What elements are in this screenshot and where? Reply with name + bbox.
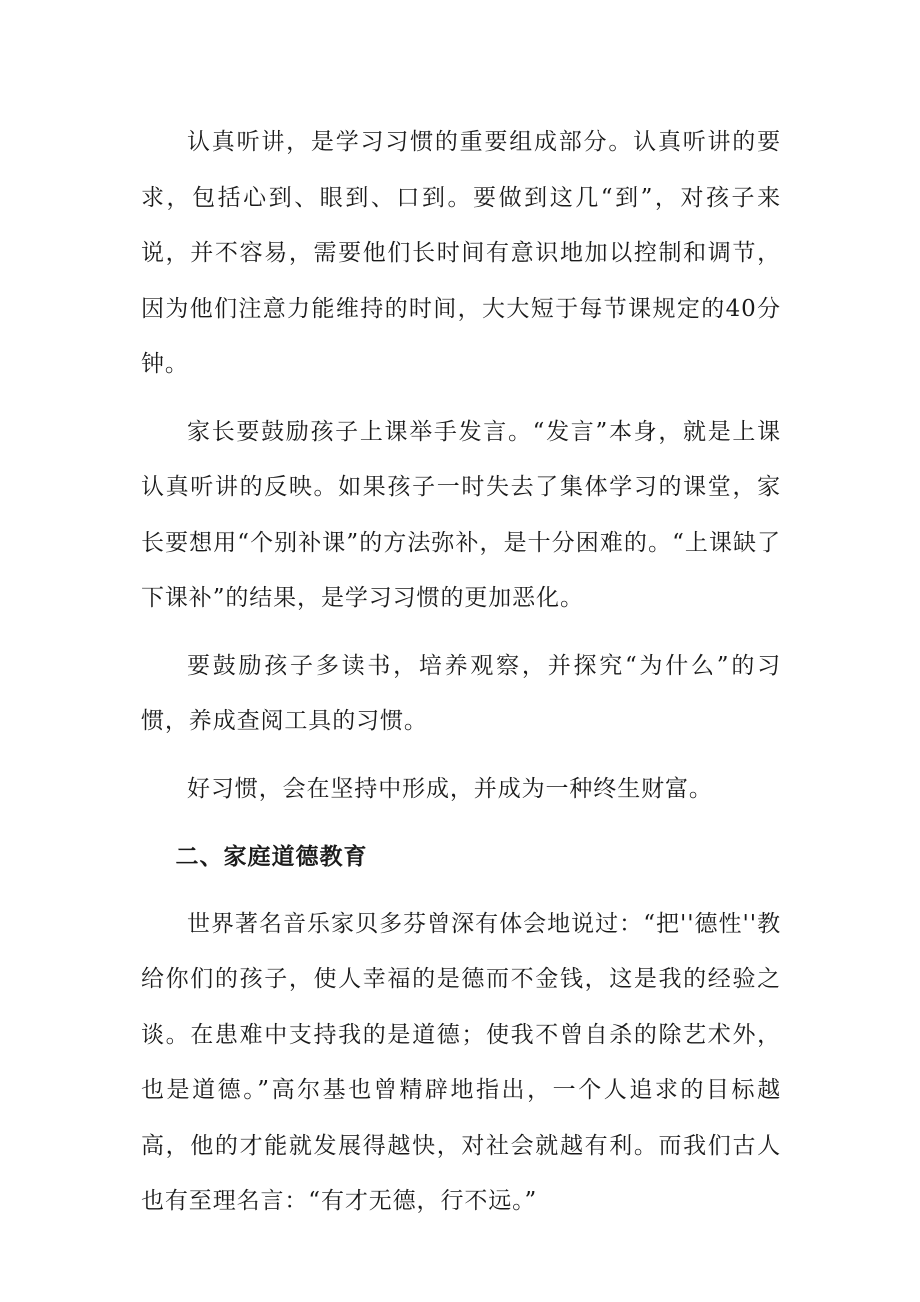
section-heading: 二、家庭道德教育 — [175, 843, 368, 870]
paragraph-reading: 要鼓励孩子多读书，培养观察，并探究“为什么”的习惯，养成查阅工具的习惯。 — [141, 652, 781, 734]
paragraph-listening: 认真听讲，是学习习惯的重要组成部分。认真听讲的要求，包括心到、眼到、口到。要做到这几“到”，对孩子来说，并不容易，需要他们长时间有意识地加以控制和调节，因为他们注意力能维持的时间，大大短于每节课规定的40分钟。 — [141, 129, 781, 377]
paragraph-speaking: 家长要鼓励孩子上课举手发言。“发言”本身，就是上课认真听讲的反映。如果孩子一时失去了集体学习的课堂，家长要想用“个别补课”的方法弥补，是十分困难的。“上课缺了下课补”的结果，是学习习惯的更加恶化。 — [141, 418, 781, 611]
paragraph-beethoven: 世界著名音乐家贝多芬曾深有体会地说过：“把''德性''教给你们的孩子，使人幸福的是德而不金钱，这是我的经验之谈。在患难中支持我的是道德；使我不曾自杀的除艺术外，也是道德。”高尔基也曾精辟地指出，一个人追求的目标越高，他的才能就发展得越快，对社会就越有利。而我们古人也有至理名言：“有才无德，行不远。” — [141, 910, 781, 1214]
document-body — [141, 115, 781, 1242]
paragraph-good-habits: 好习惯，会在坚持中形成，并成为一种终生财富。 — [187, 775, 713, 802]
